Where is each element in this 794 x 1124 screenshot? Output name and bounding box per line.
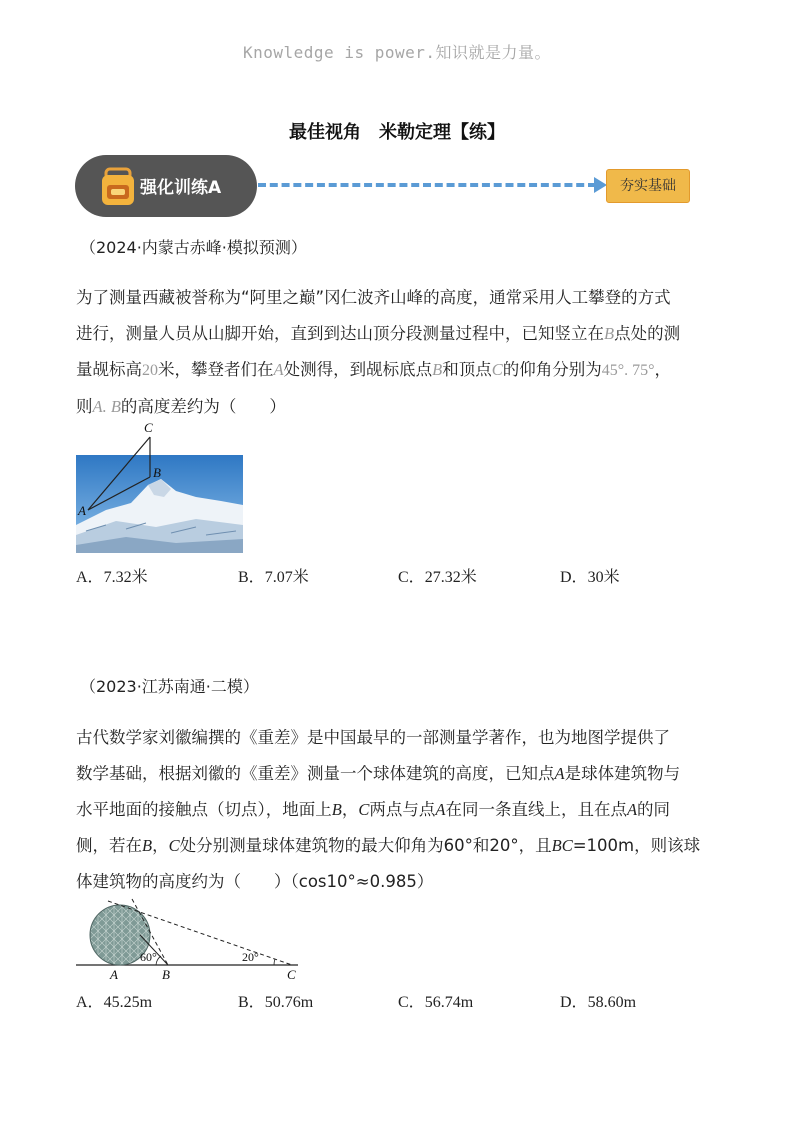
q2-angle-20: 20° bbox=[242, 950, 259, 964]
q1-stem bbox=[76, 280, 736, 425]
q1-line-2: 进行，测量人员从山脚开始，直到到达山顶分段测量过程中，已知竖立在B点处的测 bbox=[76, 324, 681, 343]
backpack-icon bbox=[100, 167, 136, 207]
q2-line-3: 水平地面的接触点（切点），地面上B，C两点与点A在同一条直线上，且在点A的同 bbox=[76, 800, 671, 819]
page-header-watermark: Knowledge is power.知识就是力量。 bbox=[242, 43, 552, 62]
q2-source: （2023·江苏南通·二模） bbox=[80, 677, 259, 696]
q2-stem bbox=[76, 720, 756, 900]
section-tag: 夯实基础 bbox=[606, 169, 690, 203]
page-title: 最佳视角 米勒定理【练】 bbox=[289, 122, 505, 143]
q2-label-b: B bbox=[162, 967, 170, 982]
q1-option-a: A．7.32米 bbox=[76, 569, 148, 586]
q1-label-c: C bbox=[144, 420, 153, 435]
q2-angle-60: 60° bbox=[140, 950, 157, 964]
q2-label-c: C bbox=[287, 967, 296, 982]
q1-option-c: C．27.32米 bbox=[398, 569, 477, 586]
progress-dashed-line bbox=[258, 183, 596, 187]
q2-line-1: 古代数学家刘徽编撰的《重差》是中国最早的一部测量学著作，也为地图学提供了 bbox=[76, 728, 670, 747]
q1-option-b: B．7.07米 bbox=[238, 569, 309, 586]
q2-line-4: 侧，若在B，C处分别测量球体建筑物的最大仰角为60°和20°，且BC=100m，则该球 bbox=[76, 836, 701, 855]
q1-line-4: 则A. B的高度差约为（ ） bbox=[76, 397, 286, 416]
q2-line-2: 数学基础，根据刘徽的《重差》测量一个球体建筑的高度，已知点A是球体建筑物与 bbox=[76, 764, 681, 783]
q2-sphere-diagram bbox=[70, 895, 310, 985]
q2-line-5: 体建筑物的高度约为（ ）（cos10°≈0.985） bbox=[76, 872, 434, 891]
q1-label-b: B bbox=[153, 465, 161, 480]
q2-label-a: A bbox=[110, 967, 118, 982]
q1-label-a: A bbox=[78, 503, 86, 518]
q1-option-d: D．30米 bbox=[560, 569, 620, 586]
q1-line-1: 为了测量西藏被誉称为“阿里之巅”冈仁波齐山峰的高度，通常采用人工攀登的方式 bbox=[76, 288, 671, 307]
q1-triangle-diagram bbox=[70, 415, 260, 555]
q2-option-d: D．58.60m bbox=[560, 994, 637, 1011]
q2-option-b: B．50.76m bbox=[238, 994, 314, 1011]
section-badge-label: 强化训练A bbox=[140, 178, 222, 198]
q2-option-c: C．56.74m bbox=[398, 994, 474, 1011]
q2-option-a: A．45.25m bbox=[76, 994, 153, 1011]
q1-source: （2024·内蒙古赤峰·模拟预测） bbox=[80, 238, 307, 257]
q1-line-3: 量觇标高20米，攀登者们在A处测得，到觇标底点B和顶点C的仰角分别为45°. 75°， bbox=[76, 360, 671, 379]
